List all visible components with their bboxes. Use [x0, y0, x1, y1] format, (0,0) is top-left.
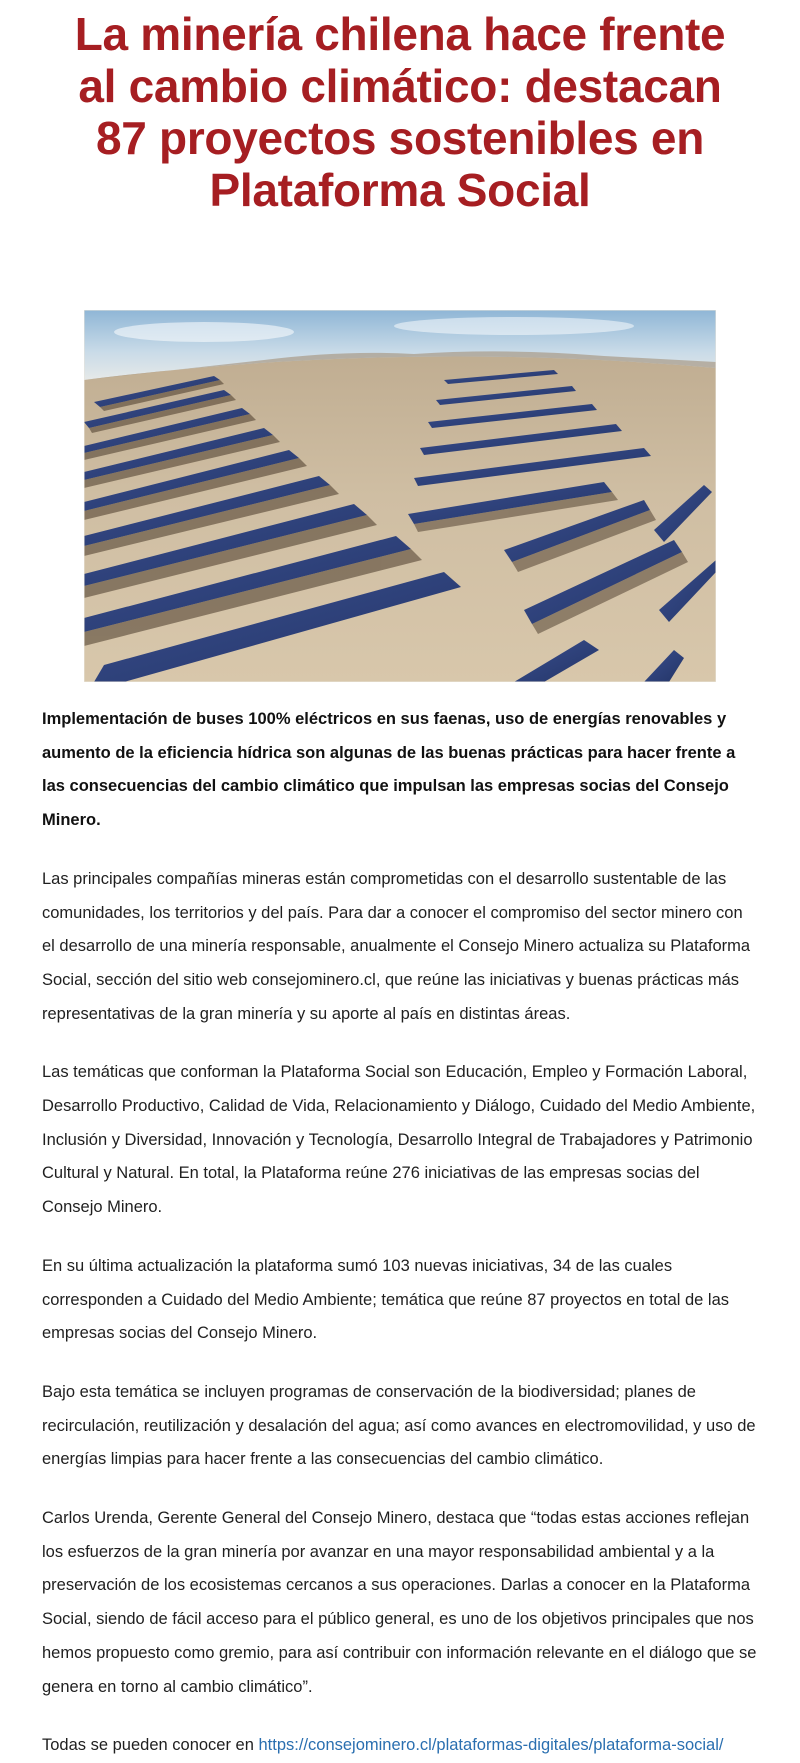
article-title: La minería chilena hace frente al cambio climático: destacan 87 proyectos sostenibles en Plataforma Social [74, 8, 726, 216]
article-paragraph: Carlos Urenda, Gerente General del Consejo Minero, destaca que “todas estas acciones reflejan los esfuerzos de la gran minería por avanzar en una mayor responsabilidad ambiental y a la preservación de los ecosistemas cercanos a sus operaciones. Darlas a conocer en la Plataforma Social, siendo de fácil acceso para el público general, es uno de los objetivos principales que nos hemos propuesto como gremio, para así contribuir con información relevante en el diálogo que se genera en torno al cambio climático”. [42, 1509, 757, 1696]
article-lead: Implementación de buses 100% eléctricos en sus faenas, uso de energías renovables y aumento de la eficiencia hídrica son algunas de las buenas prácticas para hacer frente a las consecuencias del cambio climático que impulsan las empresas socias del Consejo Minero. [42, 710, 736, 830]
article-paragraph: Bajo esta temática se incluyen programas de conservación de la biodiversidad; planes de recirculación, reutilización y desalación del agua; así como avances en electromovilidad, y uso de energías limpias para hacer frente a las consecuencias del cambio climático. [42, 1382, 756, 1469]
plataforma-social-link[interactable]: https://consejominero.cl/plataformas-digitales/plataforma-social/ [258, 1736, 724, 1755]
hero-image [84, 310, 716, 682]
article-body [42, 703, 758, 1763]
article-paragraph: Las principales compañías mineras están comprometidas con el desarrollo sustentable de las comunidades, los territorios y del país. Para dar a conocer el compromiso del sector minero con el desarrollo de una minería responsable, anualmente el Consejo Minero actualiza su Plataforma Social, sección del sitio web consejominero.cl, que reúne las iniciativas y buenas prácticas más representativas de la gran minería y su aporte al país en distintas áreas. [42, 869, 751, 1023]
article-paragraph: Las temáticas que conforman la Plataforma Social son Educación, Empleo y Formación Laboral, Desarrollo Productivo, Calidad de Vida, Relacionamiento y Diálogo, Cuidado del Medio Ambiente, Inclusión y Diversidad, Innovación y Tecnología, Desarrollo Integral de Trabajadores y Patrimonio Cultural y Natural. En total, la Plataforma reúne 276 iniciativas de las empresas socias del Consejo Minero. [42, 1063, 756, 1217]
article-paragraph: En su última actualización la plataforma sumó 103 nuevas iniciativas, 34 de las cuales corresponden a Cuidado del Medio Ambiente; temática que reúne 87 proyectos en total de las empresas socias del Consejo Minero. [42, 1256, 730, 1343]
closing-text: Todas se pueden conocer en [42, 1736, 259, 1755]
article-closing [42, 1729, 758, 1763]
